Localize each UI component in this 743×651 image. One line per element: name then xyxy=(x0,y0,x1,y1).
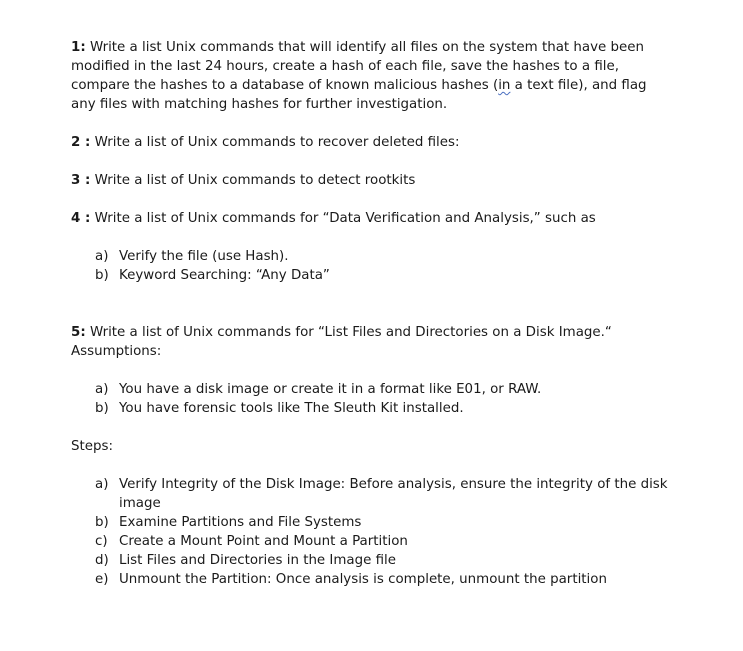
question-4 xyxy=(71,209,671,228)
list-item xyxy=(71,380,671,399)
list-marker: e) xyxy=(95,572,109,587)
question-5 xyxy=(71,323,671,342)
list-item xyxy=(71,247,671,266)
question-2-text: Write a list of Unix commands to recover deleted files: xyxy=(90,135,460,150)
question-3-text: Write a list of Unix commands to detect rootkits xyxy=(90,173,416,188)
list-item-text: Unmount the Partition: Once analysis is complete, unmount the partition xyxy=(119,572,607,587)
question-1-text-part1: Write a list Unix commands that will identify all files on the system that have been modified in the last 24 hours, create a hash of each file, save the hashes to a file, compare the hashes to a database of known malicious hashes ( xyxy=(71,40,644,93)
list-item-text: You have forensic tools like The Sleuth Kit installed. xyxy=(119,401,464,416)
list-item-text: Verify Integrity of the Disk Image: Before analysis, ensure the integrity of the disk image xyxy=(119,477,668,511)
spellcheck-squiggle-word[interactable]: in xyxy=(498,78,511,93)
steps-label: Steps: xyxy=(71,439,113,454)
question-1-number: 1: xyxy=(71,40,86,55)
list-marker: b) xyxy=(95,401,109,416)
list-item-text: You have a disk image or create it in a format like E01, or RAW. xyxy=(119,382,542,397)
list-item-text: Verify the file (use Hash). xyxy=(119,249,289,264)
document-body xyxy=(71,38,671,589)
question-4-text: Write a list of Unix commands for “Data Verification and Analysis,” such as xyxy=(90,211,596,226)
list-item xyxy=(71,513,671,532)
list-marker: c) xyxy=(95,534,108,549)
list-item xyxy=(71,475,671,513)
list-item xyxy=(71,532,671,551)
list-item xyxy=(71,266,671,285)
question-5-text: Write a list of Unix commands for “List Files and Directories on a Disk Image.“ xyxy=(85,325,612,340)
list-item-text: Keyword Searching: “Any Data” xyxy=(119,268,330,283)
question-3-number: 3 : xyxy=(71,173,91,188)
question-4-list xyxy=(71,247,671,285)
list-item xyxy=(71,570,671,589)
list-marker: a) xyxy=(95,382,109,397)
list-item-text: Examine Partitions and File Systems xyxy=(119,515,362,530)
question-4-number: 4 : xyxy=(71,211,91,226)
assumptions-label: Assumptions: xyxy=(71,344,162,359)
assumptions-list xyxy=(71,380,671,418)
list-marker: b) xyxy=(95,515,109,530)
steps-list xyxy=(71,475,671,589)
question-2-number: 2 : xyxy=(71,135,91,150)
list-marker: a) xyxy=(95,249,109,264)
question-3 xyxy=(71,171,671,190)
question-1 xyxy=(71,38,671,114)
list-item-text: List Files and Directories in the Image file xyxy=(119,553,397,568)
list-item xyxy=(71,399,671,418)
list-item-text: Create a Mount Point and Mount a Partition xyxy=(119,534,408,549)
question-2 xyxy=(71,133,671,152)
question-5-number: 5: xyxy=(71,325,86,340)
list-marker: a) xyxy=(95,477,109,492)
question-1-text-part2: a text file), and flag any files with matching hashes for further investigation. xyxy=(71,78,647,112)
list-marker: b) xyxy=(95,268,109,283)
list-item xyxy=(71,551,671,570)
list-marker: d) xyxy=(95,553,109,568)
